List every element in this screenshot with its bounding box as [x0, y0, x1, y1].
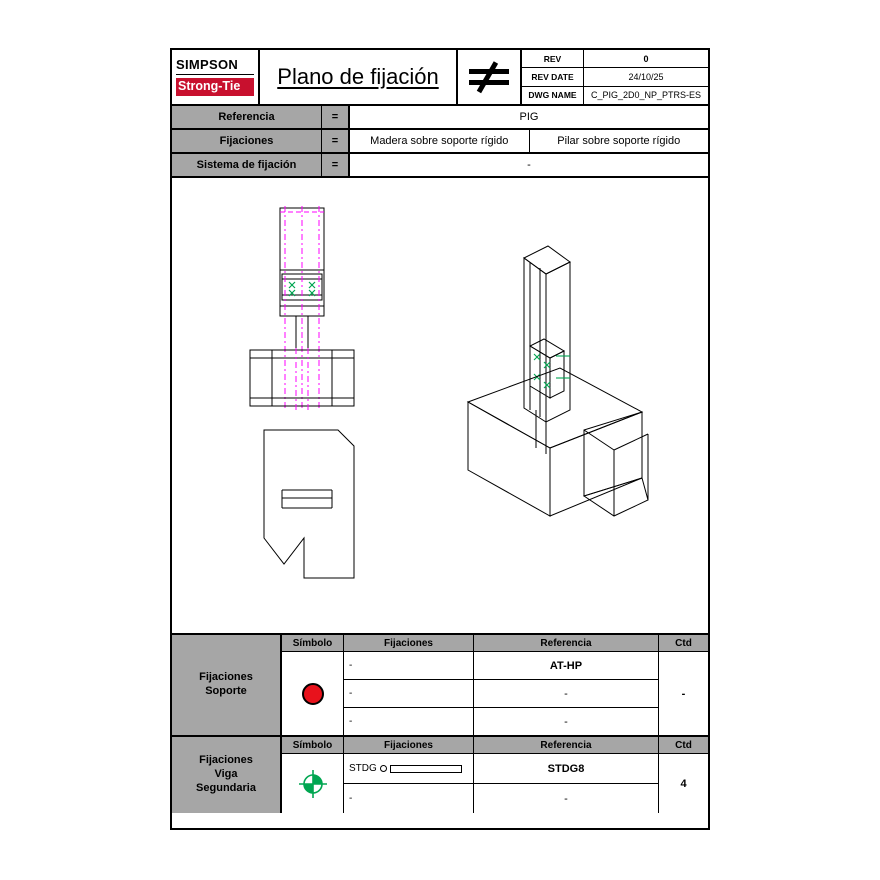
legend-title-line-2: Soporte: [205, 685, 247, 697]
info-label-referencia: Referencia: [172, 106, 322, 128]
table-row: -: [344, 652, 473, 680]
info-row-referencia: [172, 106, 708, 130]
view-isometric-3d: [468, 246, 648, 516]
header-fijaciones: Fijaciones: [344, 737, 474, 753]
rev-label: REV: [522, 50, 584, 67]
table-row: -: [344, 680, 473, 708]
legend-fijaciones-viga-segundaria: [172, 737, 708, 813]
header-simbolo: Símbolo: [282, 737, 344, 753]
screw-head-icon: [380, 765, 387, 772]
logo-top-text: SIMPSON: [176, 58, 254, 75]
legend-ctd-soporte: -: [681, 687, 686, 700]
table-row: STDG8: [474, 754, 658, 784]
rev-date-label: REV DATE: [522, 68, 584, 85]
legend-header-row-viga: [282, 737, 708, 754]
legend-header-row-soporte: [282, 635, 708, 652]
header-referencia: Referencia: [474, 635, 659, 651]
info-value-fijaciones-1: Madera sobre soporte rígido: [370, 135, 509, 147]
info-value-fijaciones-2: Pilar sobre soporte rígido: [529, 130, 709, 152]
table-row: [344, 754, 473, 784]
legend-title-line-1: Fijaciones: [199, 754, 253, 767]
legend-title-line-3: Segundaria: [196, 781, 256, 794]
legend-referencia-column-viga: [474, 754, 659, 813]
legend-title-line-2: Viga: [214, 768, 238, 781]
title-block: [172, 50, 708, 106]
dwg-name-row: [522, 87, 708, 104]
dwg-name-value: C_PIG_2D0_NP_PTRS-ES: [590, 90, 702, 101]
not-equal-icon: [465, 60, 513, 94]
revision-row: [522, 50, 708, 68]
rev-value: 0: [643, 53, 649, 64]
legend-title-soporte: [172, 635, 282, 735]
header-ctd: Ctd: [675, 739, 692, 751]
revision-date-row: [522, 68, 708, 86]
info-value-referencia: PIG: [519, 111, 539, 123]
drawing-area: [172, 178, 708, 635]
green-crosshair-symbol: [298, 769, 328, 799]
revision-grid: [522, 50, 708, 104]
legend-title-viga: [172, 737, 282, 813]
legend-symbol-cell-soporte: [282, 652, 344, 735]
screw-shank-icon: [390, 765, 462, 773]
drawing-sheet: [170, 48, 710, 830]
legend-fijaciones-soporte: [172, 635, 708, 737]
info-eq-sistema: =: [322, 154, 350, 176]
info-eq-fijaciones: =: [322, 130, 350, 152]
header-ctd: Ctd: [675, 637, 692, 649]
table-row: -: [564, 715, 568, 728]
info-row-fijaciones: [172, 130, 708, 154]
table-row: AT-HP: [474, 652, 658, 680]
logo-bottom-text: Strong-Tie: [176, 78, 254, 96]
company-logo: [172, 50, 260, 104]
info-label-sistema: Sistema de fijación: [172, 154, 322, 176]
info-value-sistema: -: [527, 159, 531, 171]
page-title: Plano de fijación: [277, 64, 439, 89]
rev-date-value: 24/10/25: [628, 71, 664, 82]
technical-drawing: [172, 178, 708, 633]
projection-symbol-cell: [458, 50, 522, 104]
view-elevation-post: [250, 206, 354, 410]
dwg-name-label: DWG NAME: [522, 87, 584, 104]
legend-referencia-column-soporte: [474, 652, 659, 735]
table-row: -: [474, 680, 658, 708]
legend-title-line-1: Fijaciones: [199, 671, 253, 684]
table-row: -: [564, 792, 568, 805]
info-row-sistema: [172, 154, 708, 178]
table-row: -: [349, 716, 353, 727]
header-referencia: Referencia: [474, 737, 659, 753]
view-section-bottom: [264, 430, 354, 578]
table-row: -: [349, 793, 353, 804]
info-eq-referencia: =: [322, 106, 350, 128]
fastener-graphic: [349, 763, 462, 774]
fastener-label: STDG: [349, 763, 377, 774]
legend-ctd-viga: 4: [680, 777, 687, 790]
header-simbolo: Símbolo: [282, 635, 344, 651]
header-fijaciones: Fijaciones: [344, 635, 474, 651]
red-filled-circle-symbol: [302, 683, 324, 705]
legend-fijaciones-column-soporte: [344, 652, 474, 735]
sheet-title-cell: [260, 50, 458, 104]
info-label-fijaciones: Fijaciones: [172, 130, 322, 152]
legend-fijaciones-column-viga: [344, 754, 474, 813]
legend-symbol-cell-viga: [282, 754, 344, 813]
